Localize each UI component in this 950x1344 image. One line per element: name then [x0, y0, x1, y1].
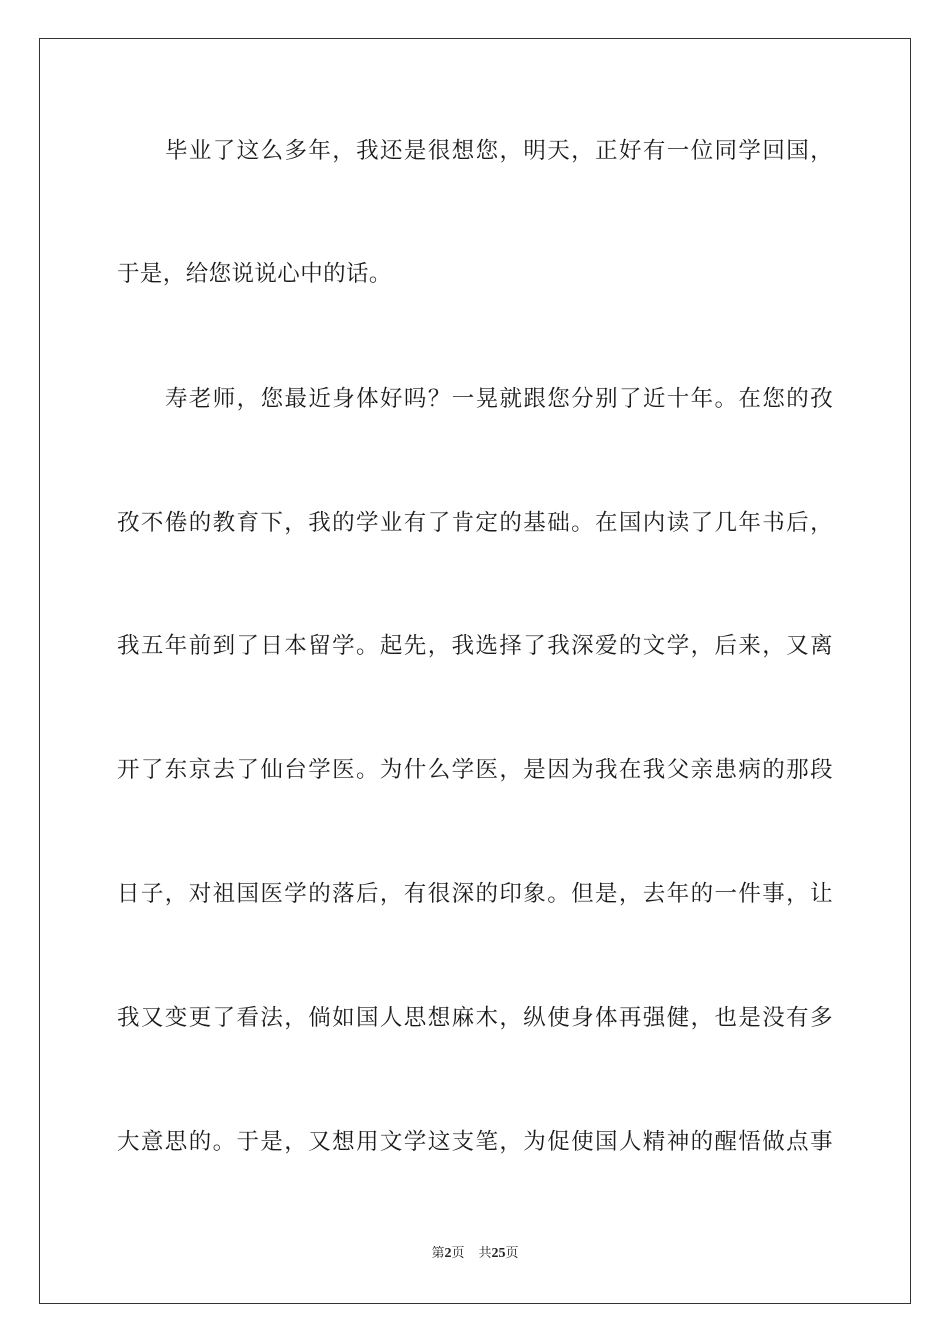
paragraph-2-line-7: 大意思的。于是，又想用文学这支笔，为促使国人精神的醒悟做点事 — [117, 1129, 833, 1155]
paragraph-2-line-3: 我五年前到了日本留学。起先，我选择了我深爱的文学，后来，又离 — [117, 633, 833, 659]
paragraph-2-line-1: 寿老师，您最近身体好吗？一晃就跟您分别了近十年。在您的孜 — [165, 386, 833, 412]
paragraph-2-line-5: 日子，对祖国医学的落后，有很深的印象。但是，去年的一件事，让 — [117, 881, 833, 907]
total-pages: 25 — [491, 1246, 506, 1261]
total-prefix: 共 — [478, 1246, 492, 1261]
page-number: 2 — [444, 1246, 452, 1261]
page-border — [39, 38, 911, 1304]
paragraph-2-line-6: 我又变更了看法，倘如国人思想麻木，纵使身体再强健，也是没有多 — [117, 1005, 833, 1031]
page-suffix: 页 — [451, 1246, 465, 1261]
paragraph-1-line-1: 毕业了这么多年，我还是很想您，明天，正好有一位同学回国， — [165, 138, 833, 164]
paragraph-2-line-4: 开了东京去了仙台学医。为什么学医，是因为我在我父亲患病的那段 — [117, 757, 833, 783]
page-prefix: 第 — [431, 1246, 445, 1261]
paragraph-1-line-2: 于是，给您说说心中的话。 — [117, 261, 392, 287]
paragraph-2-line-2: 孜不倦的教育下，我的学业有了肯定的基础。在国内读了几年书后， — [117, 510, 833, 536]
total-suffix: 页 — [505, 1246, 519, 1261]
page-footer — [0, 1244, 950, 1264]
